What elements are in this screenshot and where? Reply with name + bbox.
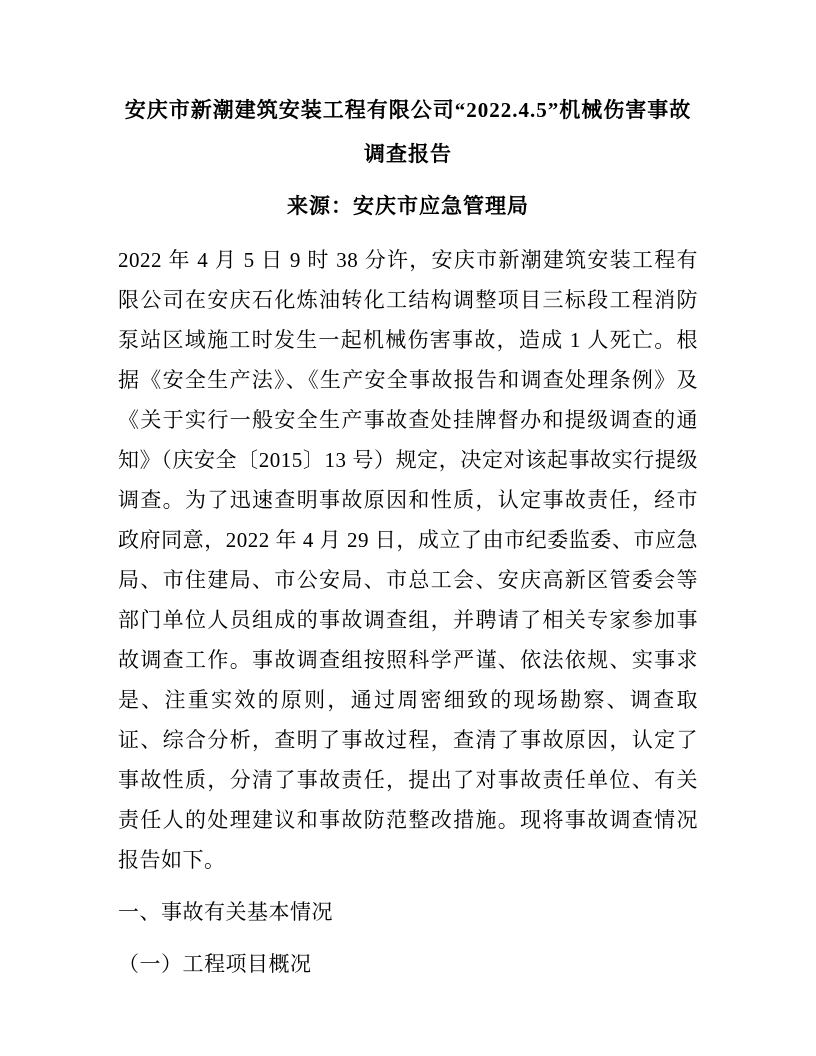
subsection-heading-project-overview: （一）工程项目概况 xyxy=(118,952,312,976)
intro-paragraph: 2022 年 4 月 5 日 9 时 38 分许，安庆市新潮建筑安装工程有限公司在安庆石化炼油转化工结构调整项目三标段工程消防泵站区域施工时发生一起机械伤害事故，造成 1 人死亡。根据《安全生产法》、《生产安全事故报告和调查处理条例》及《关于实行一般安全生产事故查处挂牌督办和提级调查的通知》（庆安全〔2015〕13 号）规定，决定对该起事故实行提级调查。为了迅速查明事故原因和性质，认定事故责任，经市政府同意，2022 年 4 月 29 日，成立了由市纪委监委、市应急局、市住建局、市公安局、市总工会、安庆高新区管委会等部门单位人员组成的事故调查组，并聘请了相关专家参加事故调查工作。事故调查组按照科学严谨、依法依规、实事求是、注重实效的原则，通过周密细致的现场勘察、调查取证、综合分析，查明了事故过程，查清了事故原因，认定了事故性质，分清了事故责任，提出了对事故责任单位、有关责任人的处理建议和事故防范整改措施。现将事故调查情况报告如下。 xyxy=(118,248,698,872)
document-source-line: 来源：安庆市应急管理局 xyxy=(287,194,529,218)
section-heading-basic-facts: 一、事故有关基本情况 xyxy=(118,900,333,924)
document-title: 安庆市新潮建筑安装工程有限公司“2022.4.5”机械伤害事故调查报告 xyxy=(124,98,692,166)
